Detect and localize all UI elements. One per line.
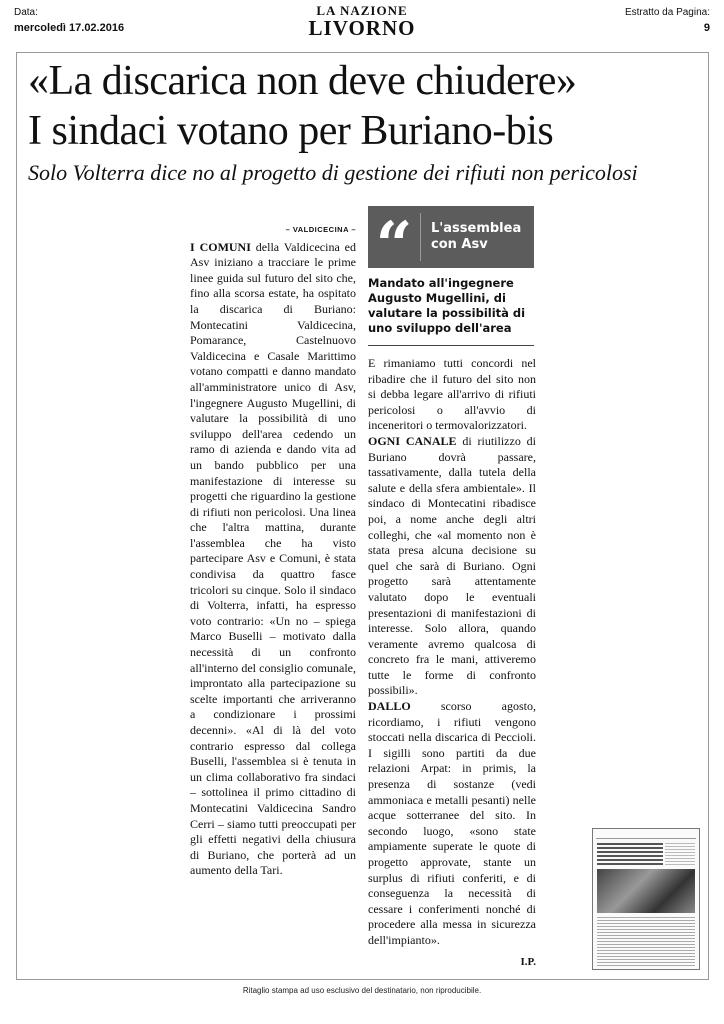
box-label bbox=[421, 221, 534, 253]
col2-p2-text: di riutilizzo di Buriano dovrà passare, tassativamente, dalla tutela della salute e della sfera ambientale». Il sindaco di Montecatini ribadisce poi, a nome anche degli altri colleghi, che «al momento non è stata presa alcuna decisione su quel che sarà di Buriano. Ogni progetto sarà attentamente valutato dopo le eventuali presentazioni di manifestazioni di interesse. Solo allora, quando veramente avremo qualcosa di concreto fra le mani, attiveremo tutte le forme di confronto possibili». bbox=[368, 433, 536, 698]
quote-mark-icon: “ bbox=[375, 208, 413, 283]
col2-paragraph-3 bbox=[368, 699, 536, 949]
col2-paragraph-1: E rimaniamo tutti concordi nel ribadire che il futuro del sito non si debba legare all'arrivo di rifiuti pericolosi o all'avvio di inceneritori o termovalorizzatori. bbox=[368, 356, 536, 433]
col2-p2-lead: OGNI CANALE bbox=[368, 433, 457, 448]
article-column-1 bbox=[190, 222, 356, 879]
page-label: Estratto da Pagina: bbox=[624, 7, 710, 18]
headline-line-1: «La discarica non deve chiudere» bbox=[28, 58, 577, 104]
section-box bbox=[368, 206, 534, 283]
col2-paragraph-2 bbox=[368, 434, 536, 699]
col2-p3-lead: DALLO bbox=[368, 699, 411, 714]
thumbnail-headline bbox=[597, 843, 663, 865]
page-number: 9 bbox=[703, 22, 710, 34]
thumbnail-text bbox=[597, 917, 695, 967]
col2-p3-text: scorso agosto, ricordiamo, i rifiuti vengono stoccati nella discarica di Peccioli. I sigilli sono partiti da due relazioni Arpat: in primis, la presenza di sostanze (vedi ammoniaca e metalli pesanti) nelle acque sotterranee del sito. In secondo luogo, «sono state ampiamente superate le quote di progetto approvate, stante un surplus di rifiuti conferiti, e di conseguenza la necessità di cessare i conferimenti nonché di procedere alla messa in sicurezza dell'impianto». bbox=[368, 699, 536, 947]
thumbnail-sidebar bbox=[665, 843, 695, 865]
headline-line-2: I sindaci votano per Buriano-bis bbox=[28, 108, 554, 154]
dateline: – VALDICECINA – bbox=[285, 225, 356, 234]
masthead-newspaper: LA NAZIONE bbox=[316, 3, 408, 18]
copyright-notice: Ritaglio stampa ad uso esclusivo del destinatario, non riproducibile. bbox=[242, 986, 482, 995]
thumbnail-photo bbox=[597, 869, 695, 913]
box-label-line-1: L'assemblea bbox=[431, 221, 522, 236]
box-label-line-2: con Asv bbox=[431, 237, 488, 252]
standfirst: Mandato all'ingegnere Augusto Mugellini, di valutare la possibilità di uno sviluppo dell'area bbox=[368, 276, 526, 335]
col1-lead: I COMUNI bbox=[190, 239, 251, 254]
date-value: mercoledì 17.02.2016 bbox=[14, 22, 125, 34]
masthead-edition: LIVORNO bbox=[308, 16, 416, 40]
article-column-2 bbox=[368, 356, 536, 970]
date-label: Data: bbox=[14, 7, 38, 18]
page-thumbnail bbox=[592, 828, 700, 970]
page-block bbox=[625, 6, 710, 35]
article-subtitle: Solo Volterra dice no al progetto di gestione dei rifiuti non pericolosi bbox=[28, 160, 638, 185]
author-signature: I.P. bbox=[520, 955, 536, 968]
thumbnail-header bbox=[596, 832, 696, 839]
col1-text: della Valdicecina ed Asv iniziano a tracciare le prime linee guida sul futuro del sito che, fino alla scorsa estate, ha ospitato la discarica di Buriano: Montecatini Valdicecina, Pomarance, Castelnuovo Valdicecina e Casale Marittimo votano compatti e danno mandato all'amministratore unico di Asv, l'ingegnere Augusto Mugellini, di valutare la possibilità di uno sviluppo dell'area cedendo un ramo di azienda e dando vita ad un bando pubblico per una manifestazione di interesse su progetti che riguardino la gestione di rifiuti non pericolosi. Una linea che l'altra mattina, durante l'assemblea che ha visto partecipare Asv e Comuni, è stata condivisa da quattro fasce tricolori su cinque. Solo il sindaco di Volterra, infatti, ha espresso voto contrario: «Un no – spiega Marco Buselli – motivato dalla necessità di un confronto all'interno del consiglio comunale, improntato alla partecipazione su scelte importanti che arriveranno a condizionare i prossimi decenni». «Al di là del voto contrario espresso dal collega Buselli, l'assemblea si è tenuta in un clima collaborativo fra sindaci – sottolinea il primo cittadino di Montecatini Valdicecina Sandro Cerri – siamo tutti preoccupati per gli effetti negativi della chiusura di Buriano, che porterà ad un aumento della Tari. bbox=[190, 239, 356, 878]
clipping-header bbox=[0, 0, 724, 48]
standfirst-rule bbox=[368, 345, 534, 346]
masthead bbox=[0, 4, 724, 40]
